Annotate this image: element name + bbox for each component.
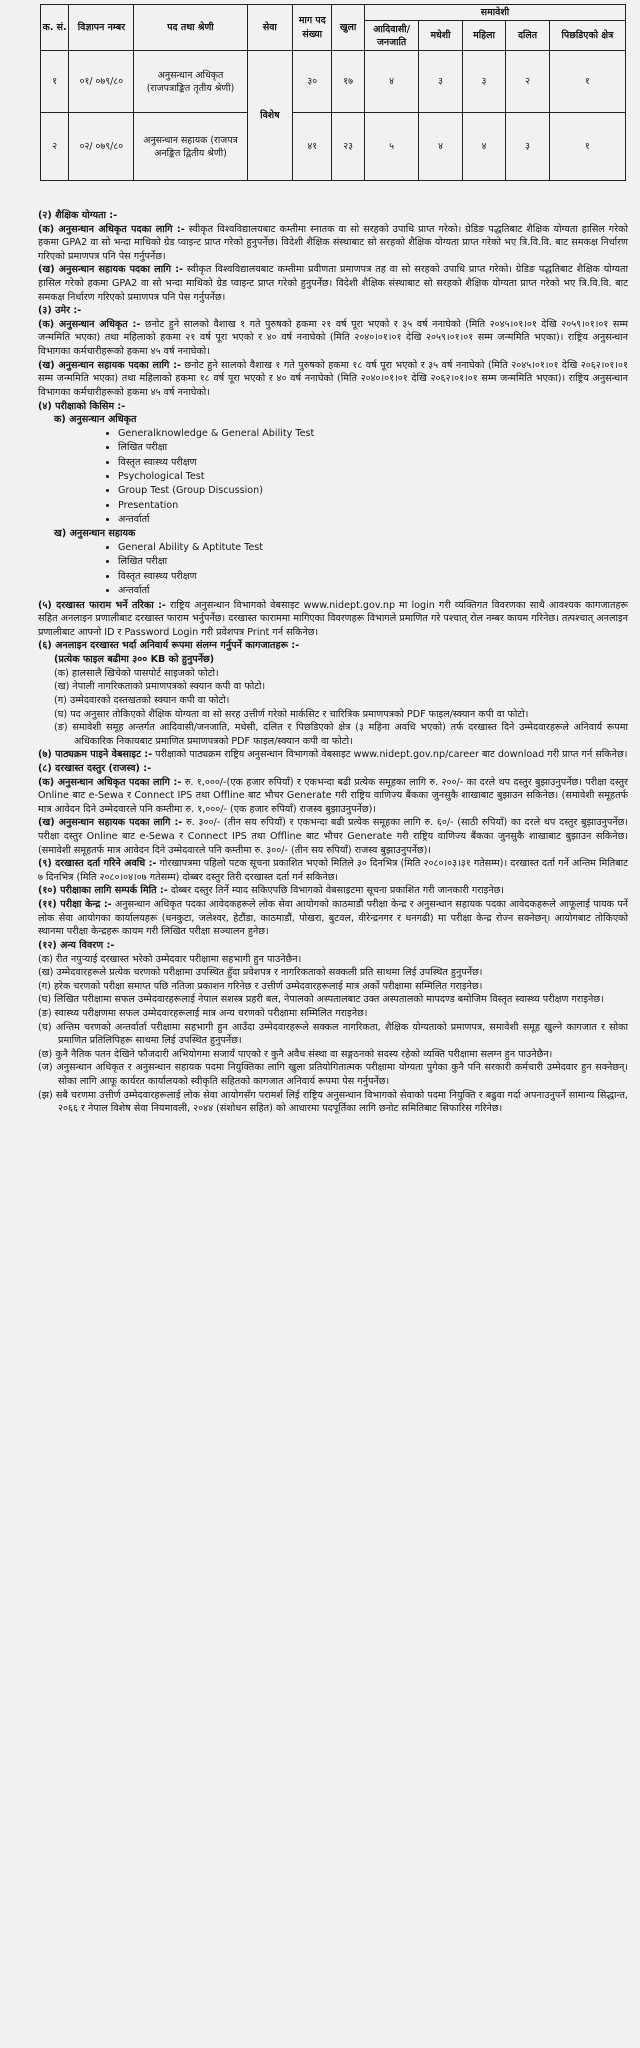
th-adv-number: विज्ञापन नम्बर xyxy=(69,5,134,51)
cell-pichhadiyeko: १ xyxy=(549,51,625,113)
cell-adv: ०१/ ०७९/८० xyxy=(69,51,134,113)
paragraph: (क) अनुसन्धान अधिकृत पदका लागि :- स्वीकृत विश्वविद्यालयबाट कम्तीमा स्नातक वा सो सरहको उपाधि प्राप्त गरेको। ग्रेडिङ पद्धतिबाट शैक्षिक योग्यता हासिल गरेको हकमा GPA2 वा सो भन्दा माथिको ग्रेड प्वाइन्ट प्राप्त गरेको हुनुपर्नेछ। विदेशी शैक्षिक संस्थाबाट सो सरहको शैक्षिक योग्यता प्राप्त गरेको भए त्रि.वि.वि. बाट समकक्ष निर्धारण गरिएको प्रमाणपत्र पनि पेस गर्नुपर्नेछ। xyxy=(38,223,628,262)
cell-demand: ४१ xyxy=(293,113,332,181)
list-item: (च) अन्तिम चरणको अन्तर्वार्ता परीक्षामा सहभागी हुन आउँदा उम्मेदवारहरूले सक्कल नागरिकता, शैक्षिक योग्यताको प्रमाणपत्र, समावेशी समूह खुल्ने कागजात र सोका प्रमाणित प्रतिलिपिहरू साथमा लिई उपस्थित हुनुपर्नेछ। xyxy=(38,1021,628,1047)
paragraph: (११) परीक्षा केन्द्र :- अनुसन्धान अधिकृत पदका आवेदकहरूले लोक सेवा आयोगको काठमाडौं परीक्षा केन्द्र र अनुसन्धान सहायक पदका आवेदकहरूले आफूलाई पायक पर्ने लोक सेवा आयोगका कार्यालयहरू (धनकुटा, जलेश्वर, हेटौंडा, काठमाडौं, पोखरा, बुटवल, वीरेन्द्रनगर र धनगढी) मा परीक्षा केन्द्र रोज्न सक्नेछन्। आयोगबाट तोकिएको स्थानमा परीक्षा केन्द्रहरू कायम गरी लिखित परीक्षा सञ्चालन हुनेछ। xyxy=(38,899,628,938)
th-mahila: महिला xyxy=(462,21,505,51)
th-dalit: दलित xyxy=(506,21,549,51)
cell-sn: १ xyxy=(41,51,69,113)
list-item: • अन्तर्वार्ता xyxy=(118,513,628,527)
paragraph: (क) अनुसन्धान अधिकृत :- छनोट हुने सालको वैशाख १ गते पुरुषको हकमा २१ वर्ष पूरा भएको र ३५ वर्ष ननाघेको (मिति २०४५।०१।०१ देखि २०५९।०१।०१ सम्म जन्ममिति भएका) तथा महिलाको हकमा २१ वर्ष पूरा भएको र ४० वर्ष ननाघेको (मिति २०४०।०१।०१ देखि २०५९।०१।०१ सम्म जन्ममिति भएका)। राष्ट्रिय अनुसन्धान विभागका कर्मचारीहरूको हकमा ४५ वर्ष ननाघेको। xyxy=(38,318,628,358)
list-item: (छ) कुनै नैतिक पतन देखिने फौजदारी अभियोगमा सजायँ पाएको र कुनै अवैध संस्था वा सङ्गठनको सदस्य रहेको व्यक्ति परीक्षामा सलग्न हुन पाउनेछैन। xyxy=(38,1048,553,1060)
cell-sn: २ xyxy=(41,113,69,181)
section-title: (८) दरखास्त दस्तुर (राजस्व) :- xyxy=(38,762,152,774)
th-service: सेवा xyxy=(247,5,293,51)
other-details-list xyxy=(38,953,628,1116)
list-item: (क) हालसालै खिचेको पासपोर्ट साइजको फोटो। xyxy=(54,667,219,679)
th-demand: माग पद संख्या xyxy=(293,5,332,51)
list-item: (ख) उम्मेदवारहरूले प्रत्येक चरणको परीक्षामा उपस्थित हुँदा प्रवेशपत्र र नागरिकताको सक्कली प्रति साथमा लिई उपस्थित हुनुपर्नेछ। xyxy=(38,967,483,979)
paragraph: (क) अनुसन्धान अधिकृत पदका लागि :- रु. १,०००/-(एक हजार रुपियाँ) र एकभन्दा बढी प्रत्येक समूहका लागि रु. २००/- का दरले थप दस्तुर बुझाउनुपर्नेछ। परीक्षा दस्तुर Online बाट e-Sewa र Connect IPS तथा Offline बाट भौचर Generate गरी राष्ट्रिय वाणिज्य बैंकका जुनसुकै शाखाबाट बुझाउन सकिनेछ। (समावेशी समूहतर्फ मात्र आवेदन दिने उम्मेदवारले पनि कम्तीमा रु. १,०००/- (एक हजार रुपियाँ) राजस्व बुझाउनुपर्नेछ)। xyxy=(38,776,628,815)
table-row xyxy=(41,51,626,113)
cell-adv: ०२/ ०७९/८० xyxy=(69,113,134,181)
list-item: • Psychological Test xyxy=(118,470,628,484)
subsection-title: ख) अनुसन्धान सहायक xyxy=(54,528,136,540)
list-item: • General Ability & Aptitute Test xyxy=(118,541,628,555)
paragraph: (७) पाठ्यक्रम पाइने वेबसाइट :- परीक्षाको पाठ्यक्रम राष्ट्रिय अनुसन्धान विभागको वेबसाइट www.nidept.gov.np/career बाट download गरी प्राप्त गर्न सकिनेछ। xyxy=(38,749,628,761)
th-sn: क. सं. xyxy=(41,5,69,51)
paragraph: (१०) परीक्षाका लागि सम्पर्क मिति :- दोब्बर दस्तुर तिर्ने म्याद सकिएपछि विभागको वेबसाइटमा सूचना प्रकाशित गरी जानकारी गराइनेछ। xyxy=(38,885,505,897)
list-item: (घ) लिखित परीक्षामा सफल उम्मेदवारहरूलाई नेपाल सशस्त्र प्रहरी बल, नेपालको अस्पतालबाट उक्त अस्पतालको मापदण्ड बमोजिम विस्तृत स्वास्थ्य परीक्षण गराइनेछ। xyxy=(38,994,604,1006)
paragraph: (ख) अनुसन्धान सहायक पदका लागि :- रु. ३००/- (तीन सय रुपियाँ) र एकभन्दा बढी प्रत्येक समूहका लागि रु. ६०/- (साठी रुपियाँ) का दरले थप दस्तुर बुझाउनुपर्नेछ। परीक्षा दस्तुर Online बाट e-Sewa र Connect IPS तथा Offline बाट भौचर Generate गरी राष्ट्रिय वाणिज्य बैंकका जुनसुकै शाखाबाट बुझाउन सकिनेछ। (समावेशी समूहतर्फ मात्र आवेदन दिने उम्मेदवारले पनि कम्तीमा रु. ३००/- (तीन सय रुपियाँ) राजस्व बुझाउनुपर्नेछ)। xyxy=(38,817,628,856)
th-madhesi: मधेशी xyxy=(419,21,462,51)
cell-dalit: ३ xyxy=(506,113,549,181)
section-title: (३) उमेर :- xyxy=(38,305,82,317)
table-row xyxy=(41,113,626,181)
section-title: (६) अनलाइन दरखास्त भर्दा अनिवार्य रूपमा संलग्न गर्नुपर्ने कागजातहरू :- xyxy=(38,640,300,652)
list-item: (क) रीत नपुऱ्याई दरखास्त भरेको उम्मेदवार परीक्षामा सहभागी हुन पाउनेछैन। xyxy=(38,953,302,965)
th-post: पद तथा श्रेणी xyxy=(134,5,247,51)
paragraph: (ख) अनुसन्धान सहायक पदका लागि :- छनोट हुने सालको वैशाख १ गते पुरुषको हकमा १८ वर्ष पूरा भएको र ३५ वर्ष ननाघेको (मिति २०४५।०१।०१ देखि २०६२।०१।०१ सम्म जन्ममिति भएका) तथा महिलाको हकमा १८ वर्ष पूरा भएको र ४० वर्ष ननाघेको (मिति २०४०।०१।०१ देखि २०६२।०१।०१ सम्म जन्ममिति भएका)। राष्ट्रिय अनुसन्धान विभागका कर्मचारीहरूको हकमा ४५ वर्ष ननाघेको। xyxy=(38,359,628,398)
cell-dalit: २ xyxy=(506,51,549,113)
list-item: • Generalknowledge & General Ability Test xyxy=(118,427,628,441)
paragraph: (९) दरखास्त दर्ता गरिने अवधि :- गोरखापत्रमा पहिलो पटक सूचना प्रकाशित भएको मितिले ३० दिनभित्र (मिति २०८०।०३।३१ गतेसम्म)। दरखास्त दर्ता गर्ने अन्तिम मितिबाट ७ दिनभित्र (मिति २०८०।०४।०७ गतेसम्म) दोब्बर दस्तुर तिरी दरखास्त दर्ता गर्न सकिनेछ। xyxy=(38,858,628,883)
section-title: (१२) अन्य विवरण :- xyxy=(38,939,115,951)
section-title: (४) परीक्षाको किसिम :- xyxy=(38,400,126,412)
list-item: • Group Test (Group Discussion) xyxy=(118,484,628,498)
list-item: (घ) पद अनुसार तोकिएको शैक्षिक योग्यता वा सो सरह उत्तीर्ण गरेको मार्कसिट र चारित्रिक प्रमाणपत्रको PDF फाइल/स्क्यान कपी वा फोटो। xyxy=(54,708,529,720)
list-item: • लिखित परीक्षा xyxy=(118,555,628,569)
th-inclusive: समावेशी xyxy=(364,5,625,21)
section-title: (२) शैक्षिक योग्यता :- xyxy=(38,210,118,221)
cell-mahila: ४ xyxy=(462,113,505,181)
exam-list-officer xyxy=(38,427,628,528)
th-open: खुला xyxy=(332,5,365,51)
list-item: (ङ) स्वास्थ्य परीक्षणमा सफल उम्मेदवारहरूलाई मात्र अन्य चरणको परीक्षामा सम्मिलित गराइनेछ। xyxy=(38,1007,368,1019)
list-item: (ङ) समावेशी समूह अन्तर्गत आदिवासी/जनजाति, मधेसी, दलित र पिछडिएको क्षेत्र (३ महिना अवधि भएको) तर्फ दरखास्त दिने उम्मेदवारहरूले अनिवार्य रूपमा अधिकारिक निकायबाट प्रमाणित प्रमाणपत्रको PDF फाइल/स्क्यान कपी वा फोटो। xyxy=(54,722,628,747)
list-item: • विस्तृत स्वास्थ्य परीक्षण xyxy=(118,570,628,584)
subsection-title: (प्रत्येक फाइल बढीमा ३०० KB को हुनुपर्नेछ) xyxy=(54,654,215,666)
cell-post: अनुसन्धान सहायक (राजपत्र अनङ्कित द्वितीय श्रेणी) xyxy=(134,113,247,181)
cell-madhesi: ३ xyxy=(419,51,462,113)
list-item: • लिखित परीक्षा xyxy=(118,441,628,455)
paragraph: (ख) अनुसन्धान सहायक पदका लागि :- स्वीकृत विश्वविद्यालयबाट कम्तीमा प्रवीणता प्रमाणपत्र तह वा सो सरहको उपाधि प्राप्त गरेको। ग्रेडिङ पद्धतिबाट शैक्षिक योग्यता हासिल गरेको हकमा GPA2 वा सो भन्दा माथिको ग्रेड प्वाइन्ट प्राप्त गरेको हुनुपर्नेछ। विदेशी शैक्षिक संस्थाबाट सो सरहको शैक्षिक योग्यता प्राप्त गरेको भए त्रि.वि.वि. बाट समकक्ष निर्धारण गरिएको प्रमाणपत्र पनि पेस गर्नुपर्नेछ। xyxy=(38,264,628,303)
list-item: • Presentation xyxy=(118,499,628,513)
cell-open: २३ xyxy=(332,113,365,181)
cell-adibasi: ४ xyxy=(364,51,418,113)
th-adibasi: आदिवासी/ जनजाति xyxy=(364,21,418,51)
list-item: • अन्तर्वार्ता xyxy=(118,584,628,598)
list-item: (ज) अनुसन्धान अधिकृत र अनुसन्धान सहायक पदमा नियुक्तिका लागि खुला प्रतियोगितात्मक परीक्षामा योग्यता पुगेका कुनै पनि सरकारी कर्मचारी उम्मेदवार हुन सक्नेछन्। सोका लागि आफू कार्यरत कार्यालयको स्वीकृति सहितको कागजात अनिवार्य रूपमा पेस गर्नुपर्नेछ। xyxy=(38,1062,628,1087)
cell-adibasi: ५ xyxy=(364,113,418,181)
document-list xyxy=(38,667,628,749)
vacancy-table xyxy=(40,4,626,181)
cell-pichhadiyeko: १ xyxy=(549,113,625,181)
cell-post: अनुसन्धान अधिकृत (राजपत्राङ्कित तृतीय श्रेणी) xyxy=(134,51,247,113)
cell-demand: ३० xyxy=(293,51,332,113)
cell-mahila: ३ xyxy=(462,51,505,113)
subsection-title: क) अनुसन्धान अधिकृत xyxy=(54,414,137,426)
list-item: (झ) सबै चरणमा उत्तीर्ण उम्मेदवारहरूलाई लोक सेवा आयोगसँग परामर्श लिई राष्ट्रिय अनुसन्धान विभागको सेवाको पदमा नियुक्ति र बढुवा गर्दा अपनाउनुपर्ने सामान्य सिद्धान्त, २०६६ र नेपाल विशेष सेवा नियमावली, २०४४ (संशोधन सहित) को आधारमा पदपूर्तिका लागि छनोट समितिबाट सिफारिस गरिनेछ। xyxy=(38,1089,628,1115)
cell-open: १७ xyxy=(332,51,365,113)
list-item: (ग) उम्मेदवारको दस्तखतको स्क्यान कपी वा फोटो। xyxy=(54,694,230,706)
paragraph: (५) दरखास्त फाराम भर्ने तरिका :- राष्ट्रिय अनुसन्धान विभागको वेबसाइट www.nidept.gov.np मा login गरी व्यक्तिगत विवरणका साथै आवश्यक कागजातहरू सहित अनलाइन प्रणालीबाट दरखास्त फाराम भर्नुपर्नेछ। दरखास्त फाराममा मागिएका विवरणहरू विभागले प्रमाणित गरे पश्चात् रोल नम्बर कायम गरिनेछ। तत्पश्चात् अनलाइन प्रणालीबाट आफ्नो ID र Password Login गरी प्रवेशपत्र Print गर्न सकिनेछ। xyxy=(38,599,629,638)
list-item: (ख) नेपाली नागरिकताको प्रमाणपत्रको स्क्यान कपी वा फोटो। xyxy=(54,681,266,693)
th-pichhadiyeko: पिछडिएको क्षेत्र xyxy=(549,21,625,51)
list-item: (ग) हरेक चरणको परीक्षा समाप्त पछि नतिजा प्रकाशन गरिनेछ र उत्तीर्ण उम्मेदवारहरूलाई मात्र अर्को परीक्षामा सम्मिलित गराइनेछ। xyxy=(38,980,483,992)
cell-madhesi: ४ xyxy=(419,113,462,181)
cell-service: विशेष xyxy=(247,51,293,181)
notice-body xyxy=(38,209,628,1116)
list-item: • विस्तृत स्वास्थ्य परीक्षण xyxy=(118,456,628,470)
exam-list-assistant xyxy=(38,541,628,599)
